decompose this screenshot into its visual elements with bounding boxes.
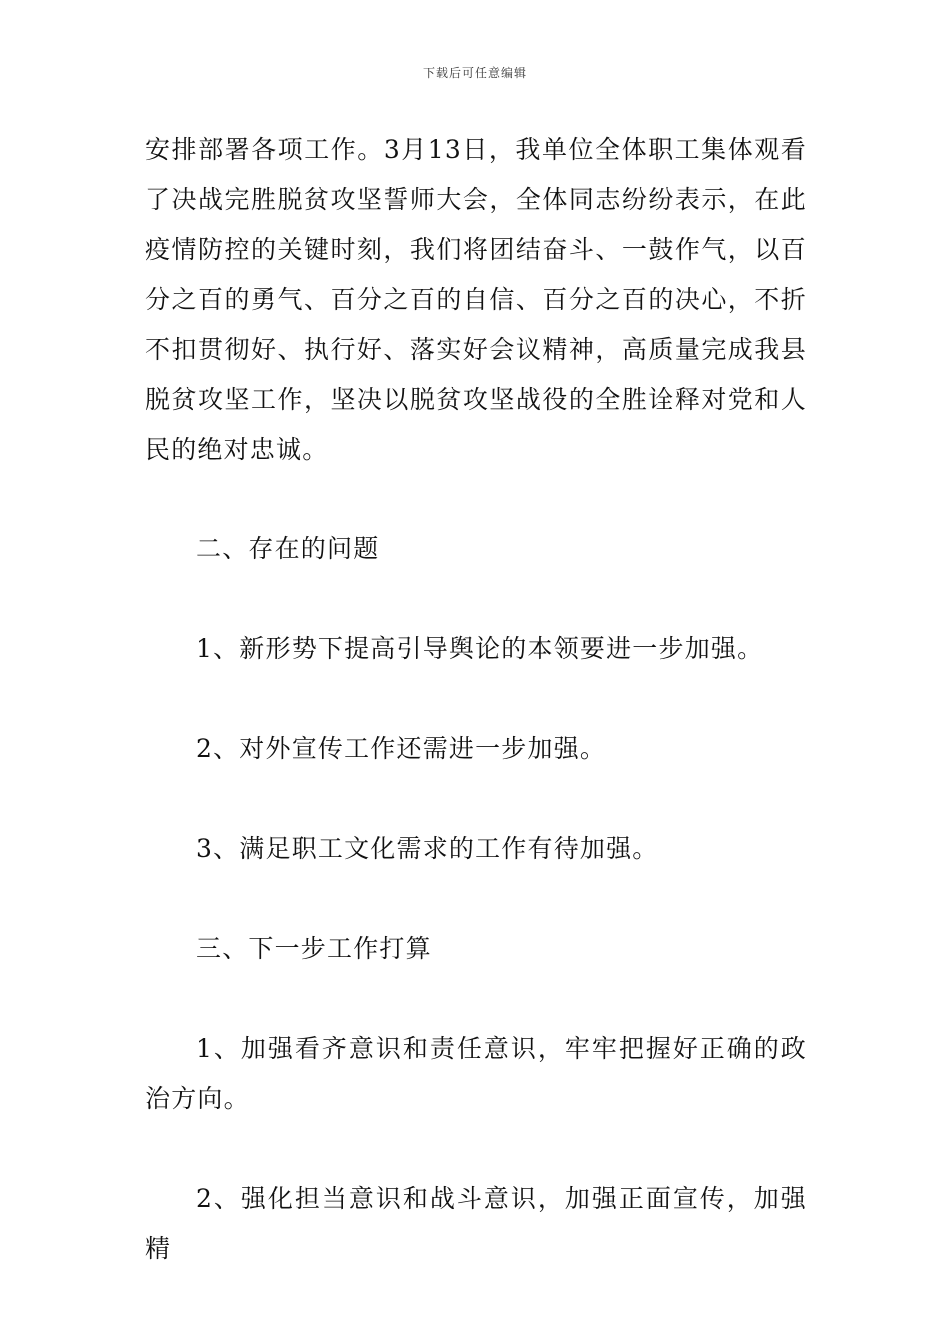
plan-item-2: 2、强化担当意识和战斗意识，加强正面宣传，加强精 <box>145 1184 807 1263</box>
page-header-note: 下载后可任意编辑 <box>422 66 527 80</box>
problem-item-1: 1、新形势下提高引导舆论的本领要进一步加强。 <box>196 634 764 663</box>
paragraph-continuation: 安排部署各项工作。3月13日，我单位全体职工集体观看了决战完胜脱贫攻坚誓师大会，全体同志纷纷表示，在此疫情防控的关键时刻，我们将团结奋斗、一鼓作气，以百分之百的勇气、百分之百的自信、百分之百的决心，不折不扣贯彻好、执行好、落实好会议精神，高质量完成我县脱贫攻坚工作，坚决以脱贫攻坚战役的全胜诠释对党和人民的绝对忠诚。 <box>145 135 807 464</box>
problem-item-3: 3、满足职工文化需求的工作有待加强。 <box>196 834 659 863</box>
section-heading-problems: 二、存在的问题 <box>196 534 380 563</box>
section-heading-plan: 三、下一步工作打算 <box>196 934 432 963</box>
problem-item-2: 2、对外宣传工作还需进一步加强。 <box>196 734 607 763</box>
plan-item-1: 1、加强看齐意识和责任意识，牢牢把握好正确的政治方向。 <box>145 1034 807 1113</box>
